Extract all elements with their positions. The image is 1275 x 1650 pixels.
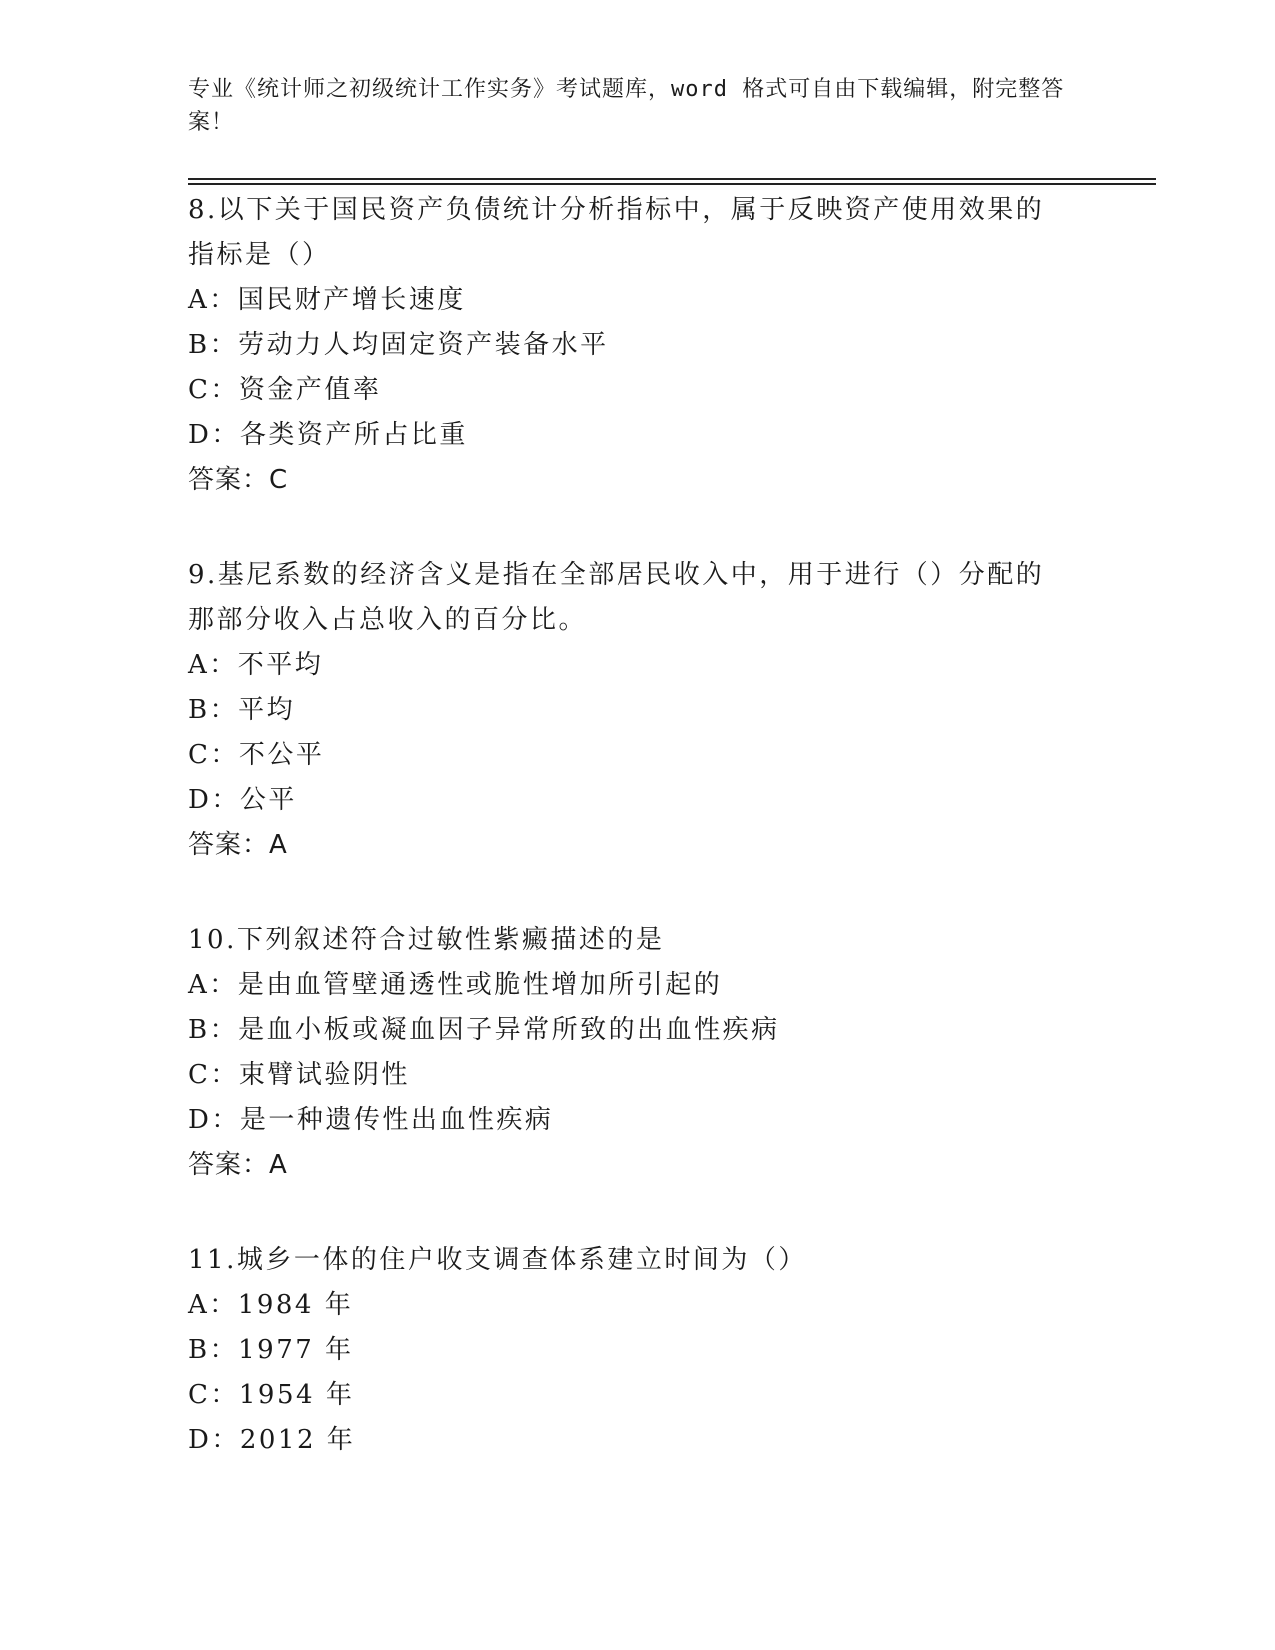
option-d: D：2012 年 (188, 1425, 356, 1455)
header-divider-top (188, 178, 1156, 180)
option-c: C：不公平 (188, 740, 325, 770)
question-11 (188, 1238, 1068, 1463)
option-b: B：是血小板或凝血因子异常所致的出血性疾病 (188, 1015, 780, 1045)
option-d: D：各类资产所占比重 (188, 420, 468, 450)
option-a: A：是由血管壁通透性或脆性增加所引起的 (188, 970, 723, 1000)
option-c: C：资金产值率 (188, 375, 382, 405)
option-b: B：1977 年 (188, 1335, 354, 1365)
question-9 (188, 553, 1068, 868)
option-a: A：1984 年 (188, 1290, 354, 1320)
option-c: C：1954 年 (188, 1380, 355, 1410)
question-8 (188, 188, 1068, 503)
option-b: B：劳动力人均固定资产装备水平 (188, 330, 609, 360)
question-text: 11.城乡一体的住户收支调查体系建立时间为（） (188, 1245, 807, 1275)
option-d: D：是一种遗传性出血性疾病 (188, 1105, 554, 1135)
question-text: 8.以下关于国民资产负债统计分析指标中，属于反映资产使用效果的指标是（） (188, 195, 1045, 270)
answer: 答案：A (188, 1150, 288, 1180)
question-text: 9.基尼系数的经济含义是指在全部居民收入中，用于进行（）分配的那部分收入占总收入的百分比。 (188, 560, 1045, 635)
option-a: A：国民财产增长速度 (188, 285, 466, 315)
option-a: A：不平均 (188, 650, 324, 680)
document-header: 专业《统计师之初级统计工作实务》考试题库，word 格式可自由下载编辑，附完整答案！ (188, 77, 1065, 135)
option-c: C：束臂试验阴性 (188, 1060, 410, 1090)
question-10 (188, 918, 1068, 1188)
answer: 答案：A (188, 830, 288, 860)
option-b: B：平均 (188, 695, 296, 725)
question-text: 10.下列叙述符合过敏性紫癜描述的是 (188, 925, 665, 955)
answer: 答案：C (188, 465, 289, 495)
option-d: D：公平 (188, 785, 297, 815)
header-divider-bottom (188, 183, 1156, 185)
